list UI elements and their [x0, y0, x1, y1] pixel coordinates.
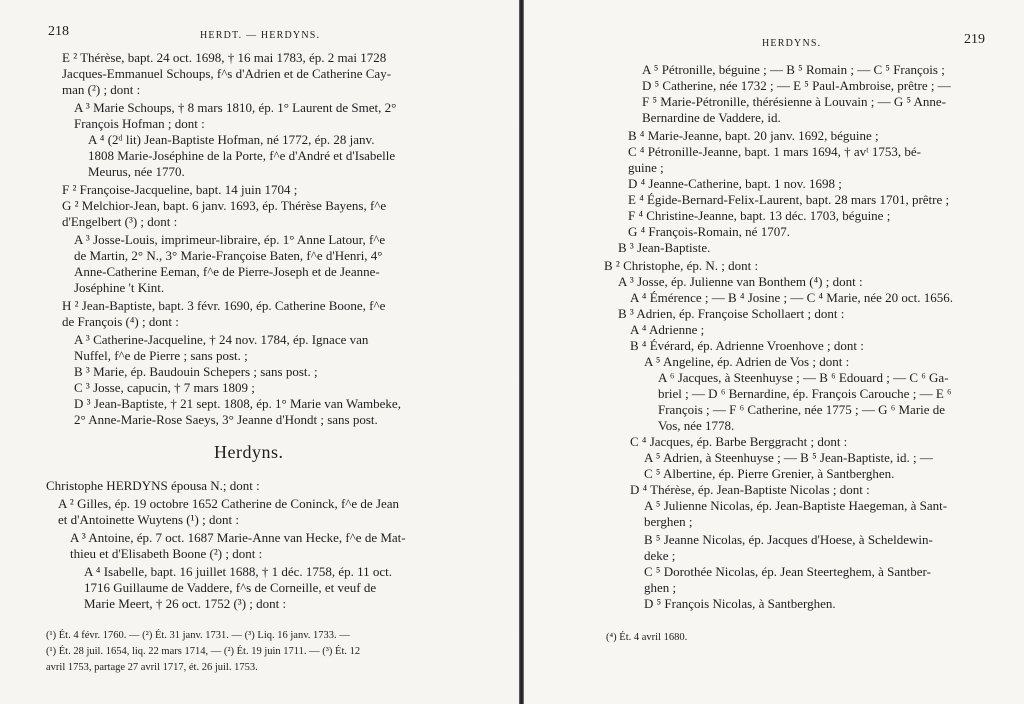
text-line: de Martin, 2° N., 3° Marie-Françoise Baten, f^e d'Henri, 4° [74, 248, 383, 263]
text-line: C ⁴ Jacques, ép. Barbe Berggracht ; dont : [630, 434, 848, 449]
text-line: G ⁴ François-Romain, né 1707. [628, 224, 790, 239]
text-line: Christophe HERDYNS épousa N.; dont : [46, 478, 260, 493]
text-line: A ³ Josse-Louis, imprimeur-libraire, ép. 1° Anne Latour, f^e [74, 232, 386, 247]
text-line: D ⁴ Thérèse, ép. Jean-Baptiste Nicolas ; dont : [630, 482, 870, 497]
text-line: D ⁵ François Nicolas, à Santberghen. [644, 596, 836, 611]
text-line: Nuffel, f^e de Pierre ; sans post. ; [74, 348, 248, 363]
text-line: berghen ; [644, 514, 693, 529]
text-line: A ⁵ Julienne Nicolas, ép. Jean-Baptiste Haegeman, à Sant- [644, 498, 948, 513]
text-line: E ² Thérèse, bapt. 24 oct. 1698, † 16 mai 1783, ép. 2 mai 1728 [62, 50, 387, 65]
text-line: A ³ Josse, ép. Julienne van Bonthem (⁴) ; dont : [618, 274, 863, 289]
text-line: Joséphine 't Kint. [74, 280, 165, 295]
text-line: D ⁴ Jeanne-Catherine, bapt. 1 nov. 1698 ; [628, 176, 842, 191]
text-line: B ⁴ Marie-Jeanne, bapt. 20 janv. 1692, béguine ; [628, 128, 879, 143]
running-head: HERDT. — HERDYNS. [200, 30, 321, 41]
text-line: B ³ Marie, ép. Baudouin Schepers ; sans post. ; [74, 364, 318, 379]
text-line: B ³ Adrien, ép. Françoise Schollaert ; dont : [618, 306, 845, 321]
text-line: Anne-Catherine Eeman, f^e de Pierre-Joseph et de Jeanne- [74, 264, 380, 279]
text-line: F ² Françoise-Jacqueline, bapt. 14 juin 1704 ; [62, 182, 298, 197]
text-line: C ⁵ Albertine, ép. Pierre Grenier, à Santberghen. [644, 466, 895, 481]
text-line: A ⁴ Adrienne ; [630, 322, 705, 337]
footnote-line: (¹) Ét. 28 juil. 1654, liq. 22 mars 1714, — (²) Ét. 19 juin 1711. — (³) Ét. 12 [46, 646, 361, 657]
text-line: Marie Meert, † 26 oct. 1752 (³) ; dont : [84, 596, 287, 611]
text-line: F ⁴ Christine-Jeanne, bapt. 13 déc. 1703, béguine ; [628, 208, 891, 223]
text-line: D ⁵ Catherine, née 1732 ; — E ⁵ Paul-Ambroise, prêtre ; — [642, 78, 951, 93]
text-line: B ⁵ Jeanne Nicolas, ép. Jacques d'Hoese, à Scheldewin- [644, 532, 933, 547]
text-line: A ⁴ (2ᵈ lit) Jean-Baptiste Hofman, né 1772, ép. 28 janv. [88, 132, 375, 147]
text-line: A ⁶ Jacques, à Steenhuyse ; — B ⁶ Edouard ; — C ⁶ Ga- [658, 370, 949, 385]
page-number: 219 [964, 32, 985, 47]
text-line: Jacques-Emmanuel Schoups, f^s d'Adrien et de Catherine Cay- [62, 66, 392, 81]
text-line: F ⁵ Marie-Pétronille, thérésienne à Louvain ; — G ⁵ Anne- [642, 94, 947, 109]
text-line: et d'Antoinette Wuytens (¹) ; dont : [58, 512, 239, 527]
text-line: thieu et d'Elisabeth Boone (²) ; dont : [70, 546, 263, 561]
text-line: 2° Anne-Marie-Rose Saeys, 3° Jeanne d'Hondt ; sans post. [74, 412, 378, 427]
text-line: Meurus, née 1770. [88, 164, 185, 179]
text-line: d'Engelbert (³) ; dont : [62, 214, 178, 229]
text-line: François ; — F ⁶ Catherine, née 1775 ; — G ⁶ Marie de [658, 402, 946, 417]
text-line: 1716 Guillaume de Vaddere, f^s de Corneille, et veuf de [84, 580, 377, 595]
text-line: D ³ Jean-Baptiste, † 21 sept. 1808, ép. 1° Marie van Wambeke, [74, 396, 401, 411]
footnote-line: (¹) Ét. 4 févr. 1760. — (²) Ét. 31 janv. 1731. — (³) Liq. 16 janv. 1733. — [46, 630, 350, 641]
text-line: Bernardine de Vaddere, id. [642, 110, 781, 125]
text-line: A ³ Marie Schoups, † 8 mars 1810, ép. 1° Laurent de Smet, 2° [74, 100, 397, 115]
text-line: A ⁵ Adrien, à Steenhuyse ; — B ⁵ Jean-Baptiste, id. ; — [644, 450, 933, 465]
footnote-line: avril 1753, partage 27 avril 1717, ét. 26 juil. 1753. [46, 662, 258, 673]
text-line: A ⁵ Pétronille, béguine ; — B ⁵ Romain ; — C ⁵ François ; [642, 62, 945, 77]
text-line: A ³ Antoine, ép. 7 oct. 1687 Marie-Anne van Hecke, f^e de Mat- [70, 530, 406, 545]
text-line: H ² Jean-Baptiste, bapt. 3 févr. 1690, ép. Catherine Boone, f^e [62, 298, 386, 313]
text-line: A ⁵ Angeline, ép. Adrien de Vos ; dont : [644, 354, 850, 369]
footnote-line: (⁴) Ét. 4 avril 1680. [606, 632, 688, 643]
text-line: A ³ Catherine-Jacqueline, † 24 nov. 1784, ép. Ignace van [74, 332, 369, 347]
right-page [524, 0, 1024, 704]
text-line: A ² Gilles, ép. 19 octobre 1652 Catherine de Coninck, f^e de Jean [58, 496, 400, 511]
text-line: B ⁴ Évérard, ép. Adrienne Vroenhove ; dont : [630, 338, 864, 353]
text-line: A ⁴ Émérence ; — B ⁴ Josine ; — C ⁴ Marie, née 20 oct. 1656. [630, 290, 954, 305]
section-heading: Herdyns. [214, 442, 284, 462]
text-line: ghen ; [644, 580, 677, 595]
running-head: HERDYNS. [762, 38, 822, 49]
text-line: A ⁴ Isabelle, bapt. 16 juillet 1688, † 1 déc. 1758, ép. 11 oct. [84, 564, 393, 579]
text-line: G ² Melchior-Jean, bapt. 6 janv. 1693, ép. Thérèse Bayens, f^e [62, 198, 387, 213]
text-line: E ⁴ Égide-Bernard-Felix-Laurent, bapt. 28 mars 1701, prêtre ; [628, 192, 950, 207]
text-line: deke ; [644, 548, 676, 563]
text-line: 1808 Marie-Joséphine de la Porte, f^e d'André et d'Isabelle [88, 148, 396, 163]
text-line: C ³ Josse, capucin, † 7 mars 1809 ; [74, 380, 255, 395]
text-line: de François (⁴) ; dont : [62, 314, 179, 329]
text-line: B ³ Jean-Baptiste. [618, 240, 711, 255]
page-number: 218 [48, 24, 69, 39]
text-line: guine ; [628, 160, 664, 175]
text-line: B ² Christophe, ép. N. ; dont : [604, 258, 759, 273]
text-line: man (²) ; dont : [62, 82, 141, 97]
text-line: C ⁴ Pétronille-Jeanne, bapt. 1 mars 1694, † avᵗ 1753, bé- [628, 144, 921, 159]
text-line: briel ; — D ⁶ Bernardine, ép. François Carouche ; — E ⁶ [658, 386, 952, 401]
text-line: C ⁵ Dorothée Nicolas, ép. Jean Steerteghem, à Santber- [644, 564, 931, 579]
text-line: François Hofman ; dont : [74, 116, 205, 131]
text-line: Vos, née 1778. [658, 418, 735, 433]
